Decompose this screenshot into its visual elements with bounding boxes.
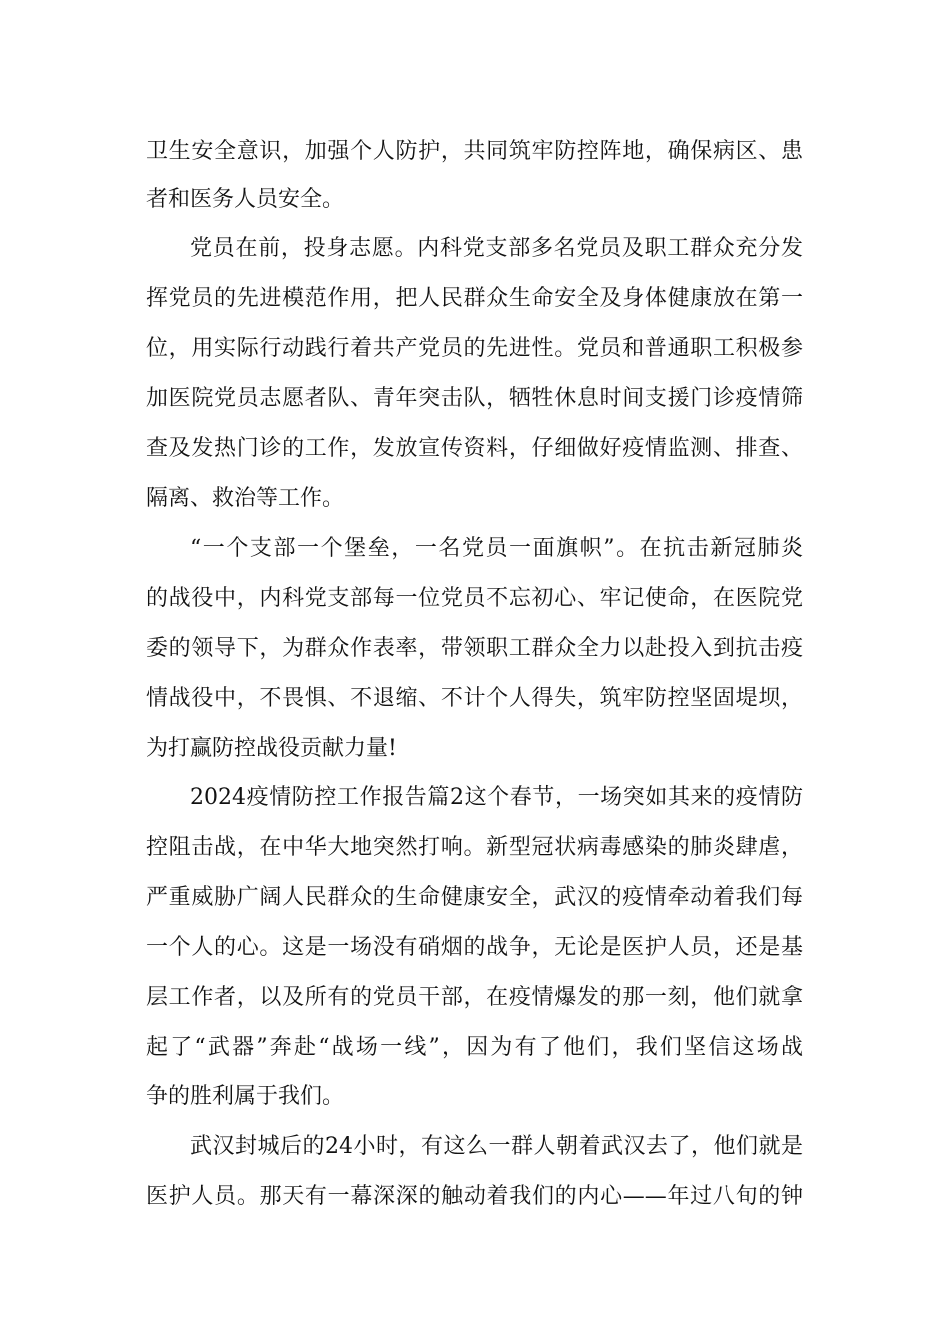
text-line: 党员在前，投身志愿。内科党支部多名党员及职工群众充分发 <box>190 236 803 261</box>
text-line: 武汉封城后的24小时，有这么一群人朝着武汉去了，他们就是 <box>190 1134 803 1159</box>
text-line: 的战役中，内科党支部每一位党员不忘初心、牢记使命，在医院党 <box>146 586 803 611</box>
text-line: 控阻击战，在中华大地突然打响。新型冠状病毒感染的肺炎肆虐， <box>146 835 803 860</box>
text-line: 争的胜利属于我们。 <box>146 1084 345 1109</box>
text-line: 查及发热门诊的工作，发放宣传资料，仔细做好疫情监测、排查、 <box>146 436 803 461</box>
text-line: 层工作者，以及所有的党员干部，在疫情爆发的那一刻，他们就拿 <box>146 985 803 1010</box>
text-line: 一个人的心。这是一场没有硝烟的战争，无论是医护人员，还是基 <box>146 935 803 960</box>
text-line: 严重威胁广阔人民群众的生命健康安全，武汉的疫情牵动着我们每 <box>146 885 803 910</box>
text-line: 卫生安全意识，加强个人防护，共同筑牢防控阵地，确保病区、患 <box>146 139 803 164</box>
text-line: 为打赢防控战役贡献力量! <box>146 736 397 761</box>
text-line: 起了“武器”奔赴“战场一线”，因为有了他们，我们坚信这场战 <box>146 1035 803 1060</box>
text-line: 者和医务人员安全。 <box>146 187 345 212</box>
text-line: 挥党员的先进模范作用，把人民群众生命安全及身体健康放在第一 <box>146 286 803 311</box>
text-line: “一个支部一个堡垒，一名党员一面旗帜”。在抗击新冠肺炎 <box>190 536 803 561</box>
text-line: 医护人员。那天有一幕深深的触动着我们的内心——年过八旬的钟 <box>146 1184 803 1209</box>
text-line: 2024疫情防控工作报告篇2这个春节，一场突如其来的疫情防 <box>190 785 803 810</box>
text-line: 情战役中，不畏惧、不退缩、不计个人得失，筑牢防控坚固堤坝， <box>146 686 803 711</box>
text-line: 位，用实际行动践行着共产党员的先进性。党员和普通职工积极参 <box>146 336 803 361</box>
text-line: 委的领导下，为群众作表率，带领职工群众全力以赴投入到抗击疫 <box>146 636 803 661</box>
text-line: 加医院党员志愿者队、青年突击队，牺牲休息时间支援门诊疫情筛 <box>146 386 803 411</box>
text-line: 隔离、救治等工作。 <box>146 486 345 511</box>
